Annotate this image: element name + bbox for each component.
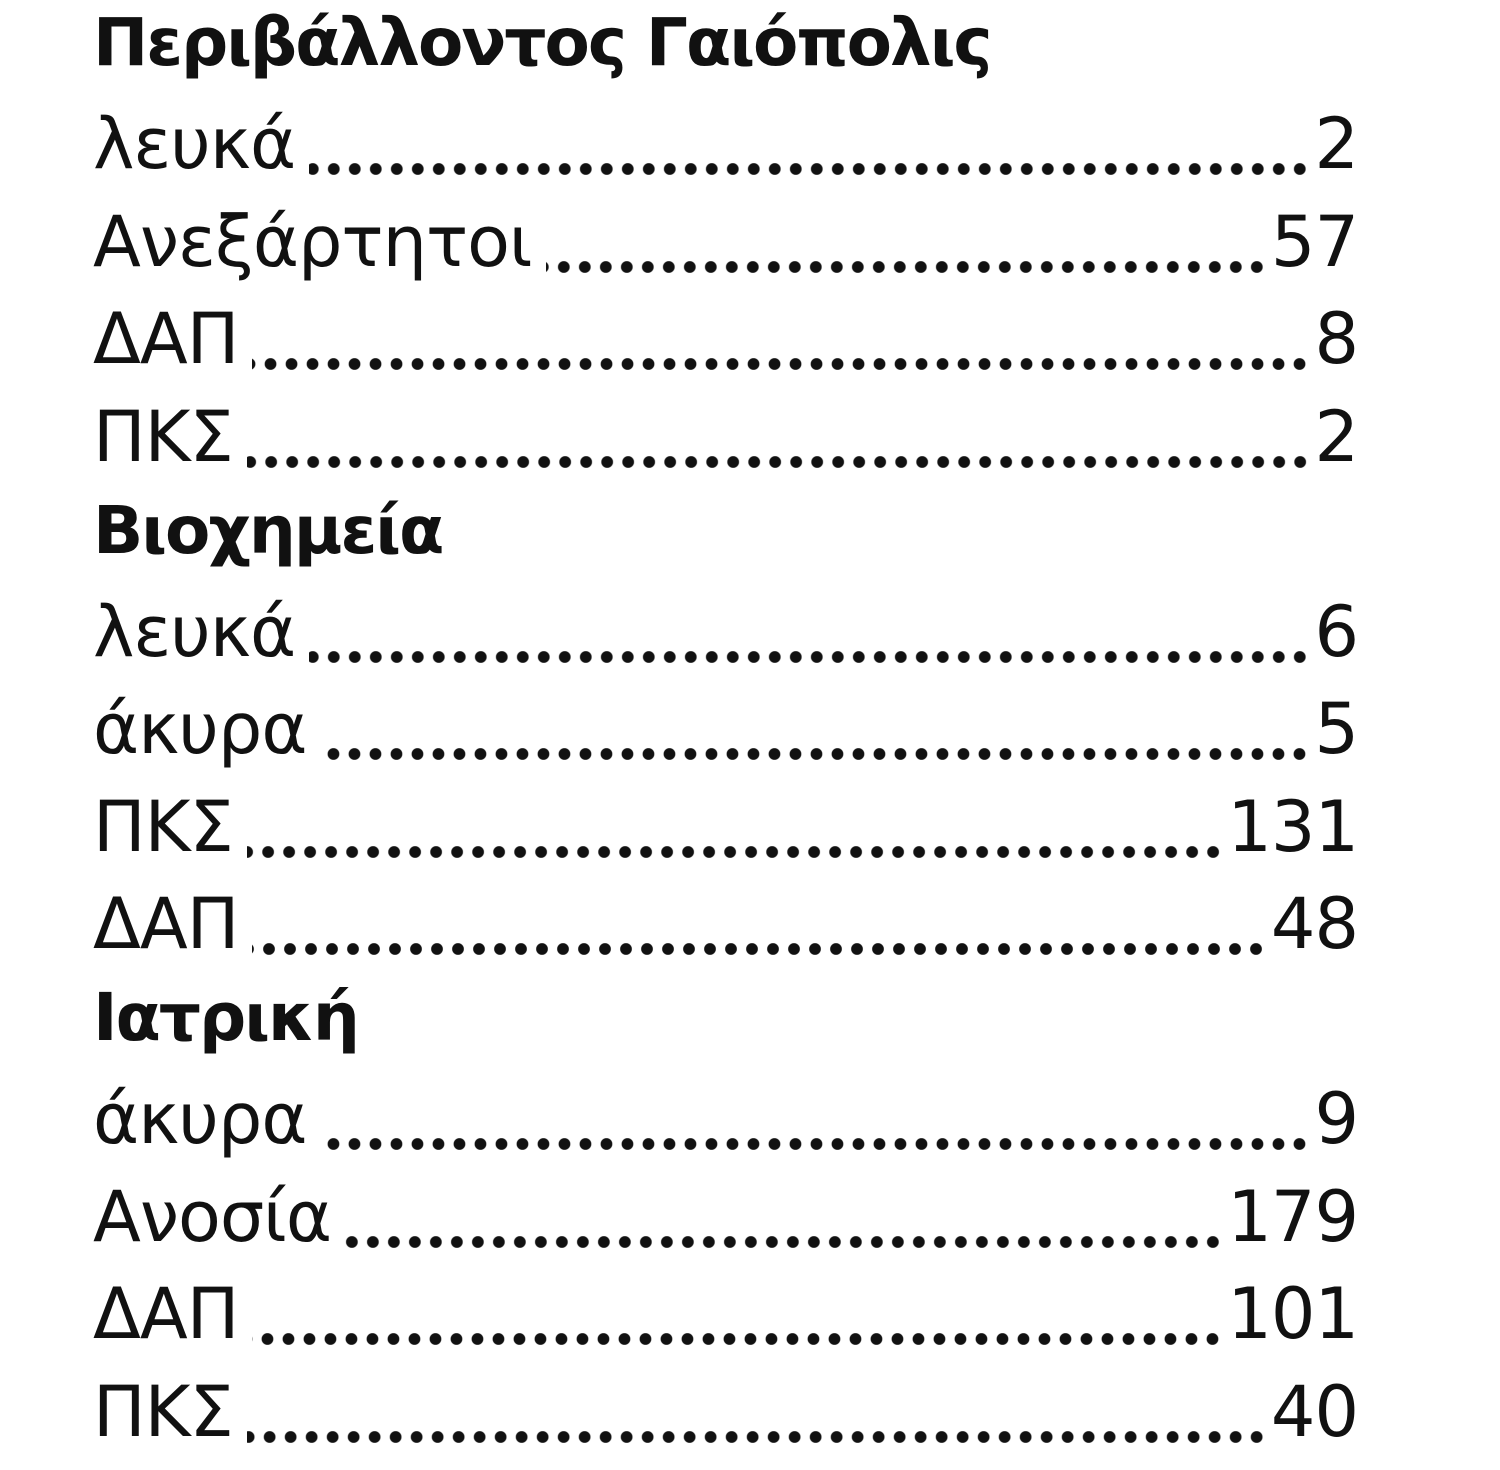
- section-perivallontos-gaiopolis: [93, 0, 1358, 488]
- result-row: [93, 293, 1358, 391]
- row-label: ΔΑΠ: [93, 1273, 239, 1355]
- dot-leader: [252, 943, 1267, 955]
- section-title: Ιατρική: [93, 979, 358, 1056]
- result-row: [93, 683, 1358, 781]
- row-label: άκυρα: [93, 688, 307, 770]
- row-value: 101: [1227, 1273, 1358, 1355]
- row-value: 2: [1314, 395, 1358, 478]
- dot-leader: [247, 456, 1311, 468]
- row-label: λευκά: [93, 103, 296, 185]
- row-label: ΔΑΠ: [93, 883, 239, 965]
- row-value: 131: [1227, 785, 1358, 868]
- row-value: 179: [1227, 1175, 1358, 1258]
- section-iatriki: [93, 975, 1358, 1463]
- row-label: ΠΚΣ: [93, 1370, 233, 1453]
- result-row: [93, 1268, 1358, 1366]
- result-row: [93, 1365, 1358, 1463]
- result-row: [93, 195, 1358, 293]
- row-label: ΠΚΣ: [93, 395, 233, 478]
- result-row: [93, 585, 1358, 683]
- result-row: [93, 390, 1358, 488]
- row-value: 5: [1314, 688, 1358, 770]
- dot-leader: [309, 651, 1310, 663]
- dot-leader: [247, 1431, 1267, 1443]
- result-row: [93, 878, 1358, 976]
- result-row: [93, 1170, 1358, 1268]
- result-row: [93, 780, 1358, 878]
- row-label: Ανοσία: [93, 1175, 332, 1258]
- row-label: άκυρα: [93, 1078, 307, 1160]
- row-value: 57: [1270, 200, 1358, 283]
- row-value: 9: [1314, 1078, 1358, 1160]
- result-row: [93, 1073, 1358, 1171]
- dot-leader: [546, 261, 1267, 273]
- dot-leader: [320, 1138, 1310, 1150]
- section-viochimeia: [93, 488, 1358, 976]
- section-title: Βιοχημεία: [93, 491, 443, 569]
- row-value: 48: [1270, 883, 1358, 965]
- dot-leader: [247, 846, 1224, 858]
- row-label: Ανεξάρτητοι: [93, 200, 532, 283]
- row-label: λευκά: [93, 590, 296, 673]
- dot-leader: [320, 748, 1310, 760]
- section-title: Περιβάλλοντος Γαιόπολις: [93, 4, 991, 81]
- election-results-list: [93, 0, 1358, 1463]
- row-value: 40: [1270, 1370, 1358, 1453]
- row-value: 8: [1314, 298, 1358, 380]
- dot-leader: [252, 358, 1310, 370]
- dot-leader: [252, 1333, 1223, 1345]
- row-label: ΔΑΠ: [93, 298, 239, 380]
- row-value: 6: [1314, 590, 1358, 673]
- row-label: ΠΚΣ: [93, 785, 233, 868]
- result-row: [93, 98, 1358, 196]
- dot-leader: [345, 1236, 1223, 1248]
- dot-leader: [309, 163, 1310, 175]
- row-value: 2: [1314, 103, 1358, 185]
